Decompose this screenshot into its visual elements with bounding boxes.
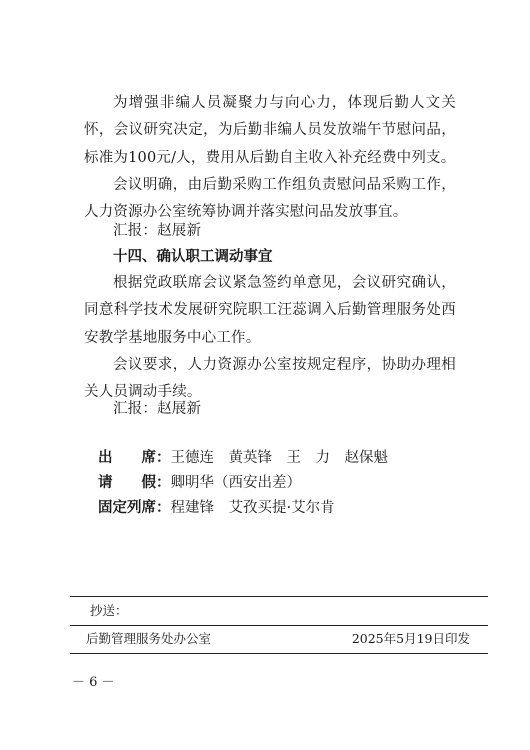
cc-label: 抄送： <box>90 603 128 618</box>
attendance-fixed-names: 程建锋 艾孜买提·艾尔肯 <box>170 500 335 516</box>
attendance-fixed-label: 固定列席： <box>98 500 171 516</box>
attendance-leave-label: 请 假： <box>98 475 171 491</box>
page-number: － 6 － <box>72 675 115 690</box>
issuer-name: 后勤管理服务处办公室 <box>86 631 212 646</box>
attendance-leave-names: 卿明华（西安出差） <box>170 475 301 491</box>
footer-middle-rule <box>70 625 488 626</box>
paragraph-requirements: 会议要求，人力资源办公室按规定程序，协助办理相关人员调动手续。 <box>84 357 456 401</box>
paragraph-procurement: 会议明确，由后勤采购工作组负责慰问品采购工作，人力资源办公室统筹协调并落实慰问品发放事宜。 <box>84 177 456 221</box>
footer-bottom-rule <box>70 653 488 654</box>
attendance-present-names: 王德连 黄英锋 王 力 赵保魁 <box>170 450 388 466</box>
attendance-fixed-row <box>98 498 458 518</box>
attendance-present-label: 出 席： <box>98 450 171 466</box>
report-line-1: 汇报：赵展新 <box>113 223 202 239</box>
paragraph-holiday-gift: 为增强非编人员凝聚力与向心力，体现后勤人文关怀，会议研究决定，为后勤非编人员发放端午节慰问品，标准为100元/人，费用从后勤自主收入补充经费中列支。 <box>84 95 456 166</box>
section-heading-14: 十四、确认职工调动事宜 <box>113 249 273 265</box>
footer-top-rule <box>70 596 488 597</box>
attendance-present-row <box>98 448 458 468</box>
report-line-2: 汇报：赵展新 <box>113 401 202 417</box>
issue-date: 2025年5月19日印发 <box>351 631 470 646</box>
paragraph-transfer: 根据党政联席会议紧急签约单意见，会议研究确认，同意科学技术发展研究院职工汪蕊调入后勤管理服务处西安教学基地服务中心工作。 <box>84 275 456 346</box>
attendance-leave-row <box>98 473 458 493</box>
